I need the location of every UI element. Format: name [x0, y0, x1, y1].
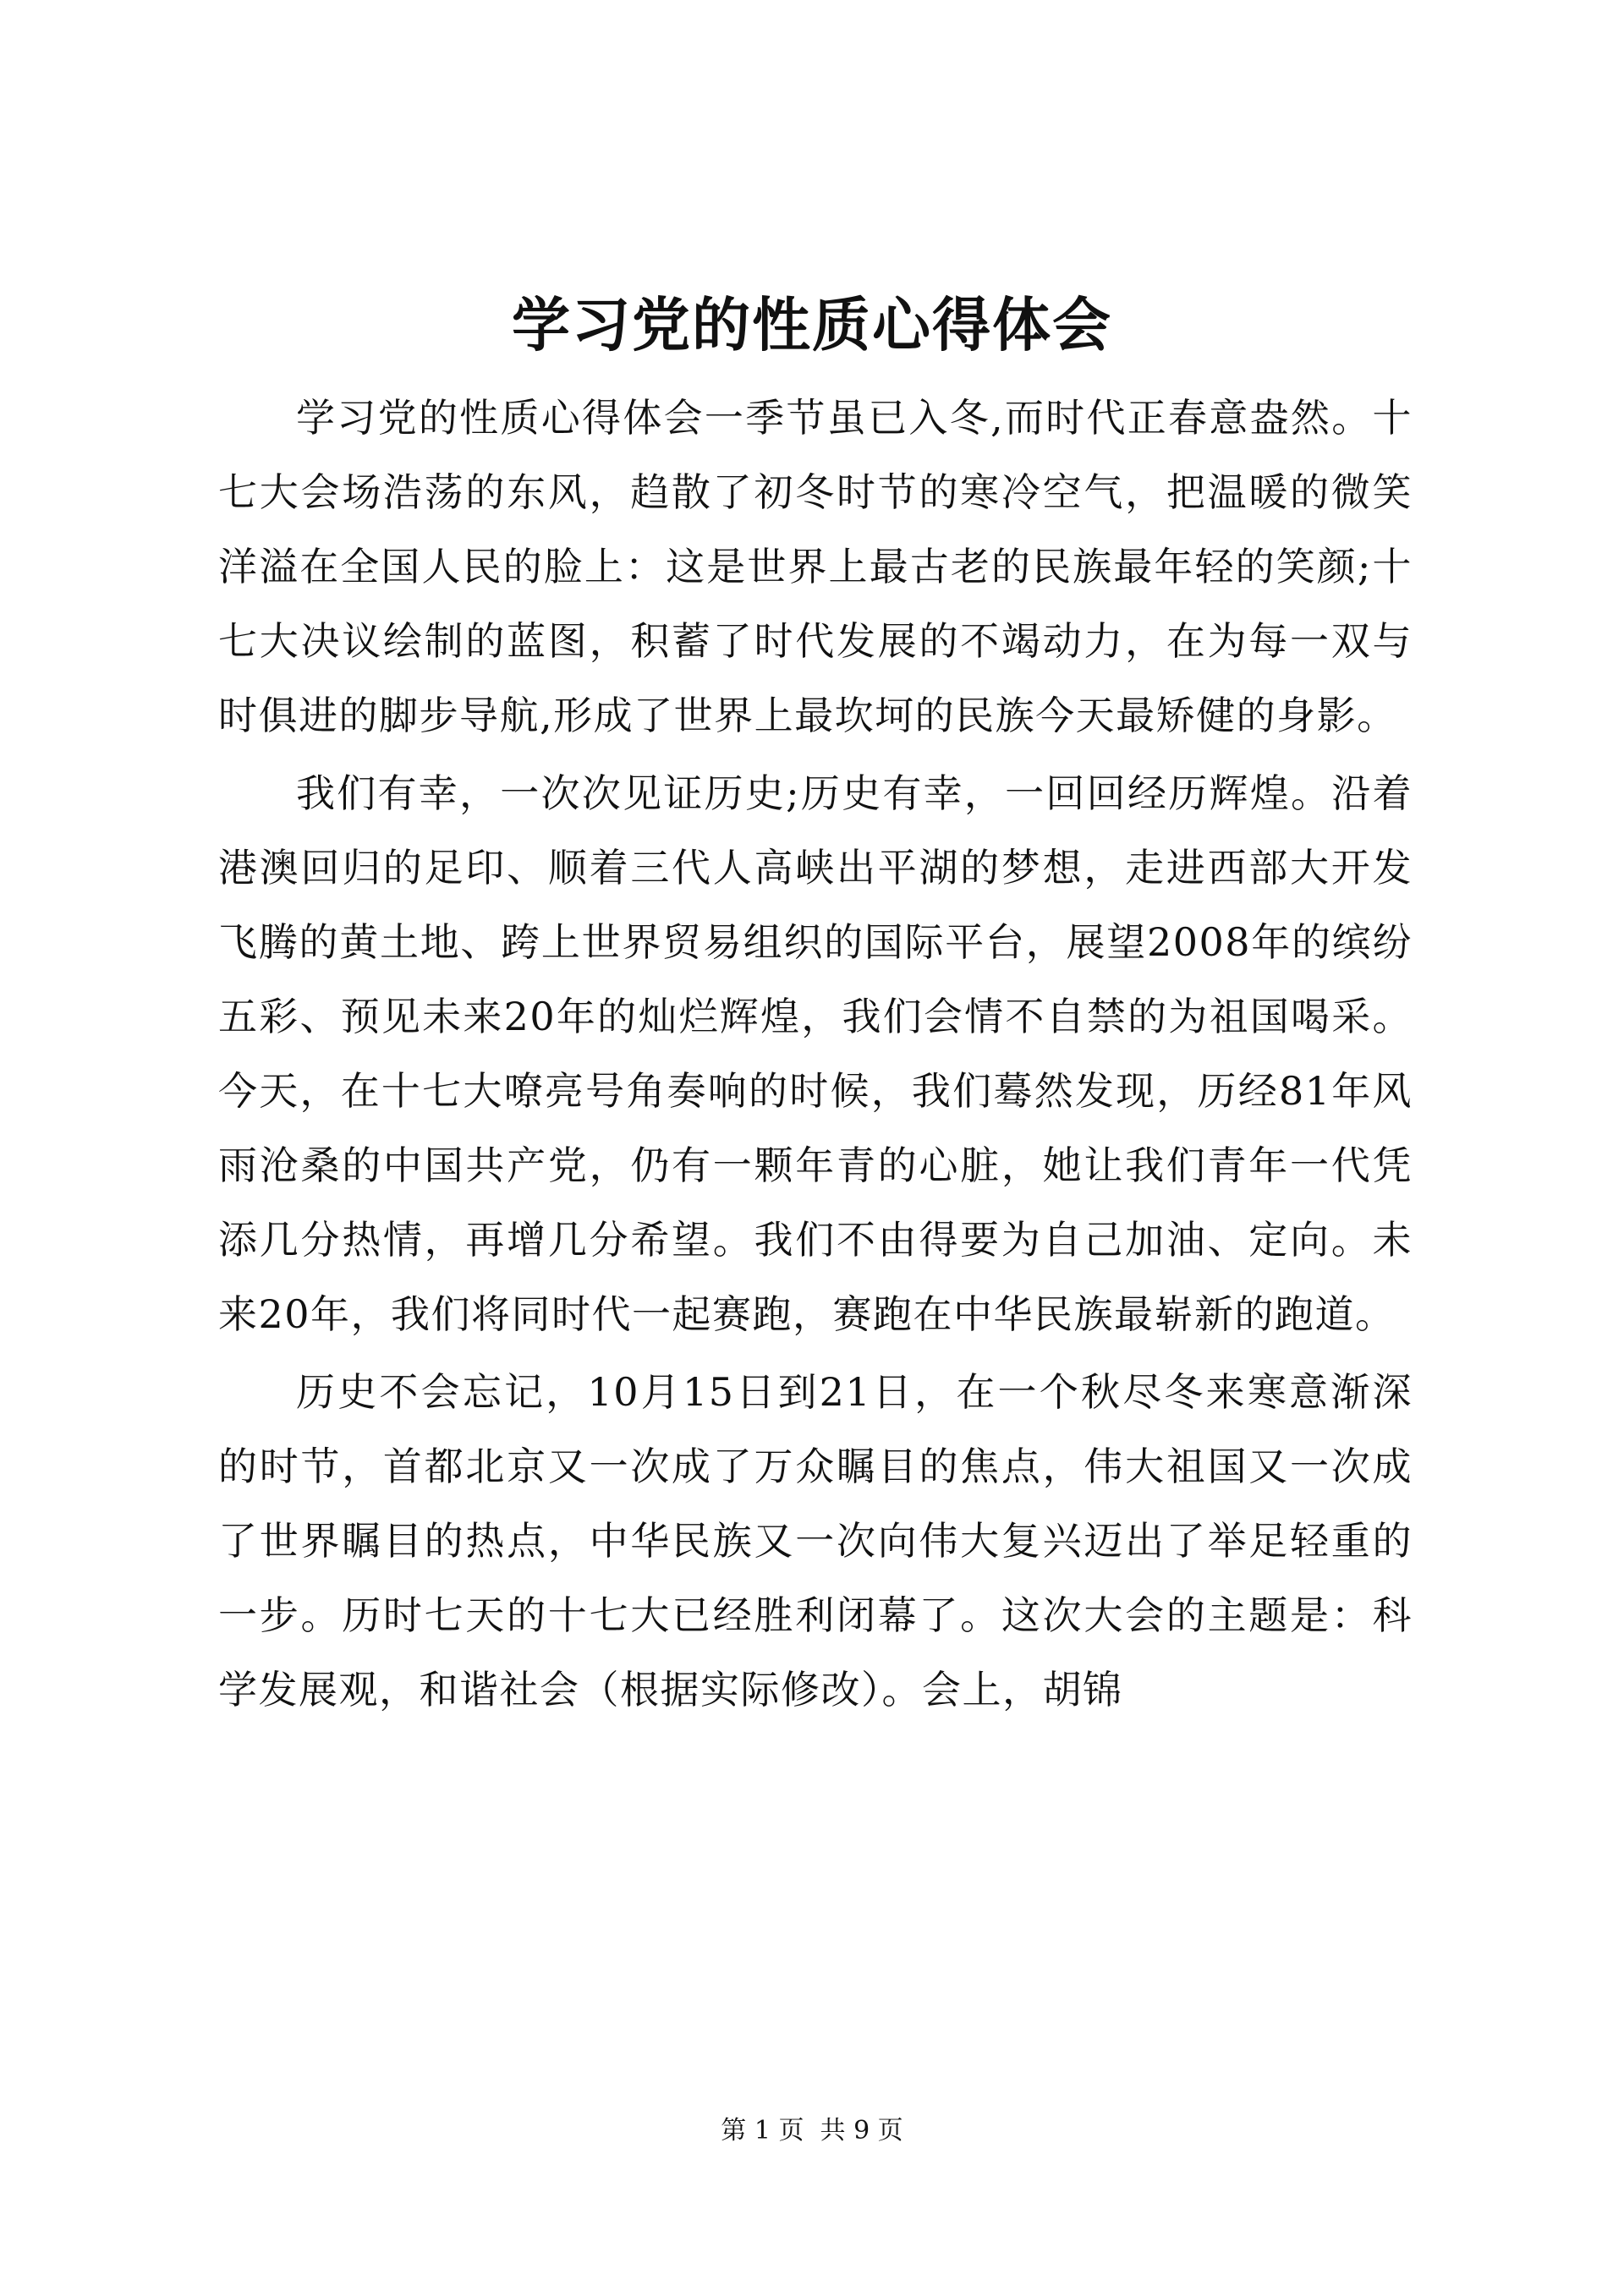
paragraph-2: 我们有幸，一次次见证历史;历史有幸，一回回经历辉煌。沿着港澳回归的足印、顺着三代人高峡出平湖的梦想，走进西部大开发飞腾的黄土地、跨上世界贸易组织的国际平台，展望2008年的缤纷五彩、预见未来20年的灿烂辉煌，我们会情不自禁的为祖国喝采。今天，在十七大嘹亮号角奏响的时候，我们蓦然发现，历经81年风雨沧桑的中国共产党，仍有一颗年青的心脏，她让我们青年一代凭添几分热情，再增几分希望。我们不由得要为自己加油、定向。未来20年，我们将同时代一起赛跑，赛跑在中华民族最崭新的跑道。	[218, 770, 1413, 1337]
page-footer	[0, 2114, 1624, 2148]
paragraph-1: 学习党的性质心得体会一季节虽已入冬,而时代正春意盎然。十七大会场浩荡的东风，趋散了初冬时节的寒冷空气，把温暖的微笑洋溢在全国人民的脸上：这是世界上最古老的民族最年轻的笑颜;十七大决议绘制的蓝图，积蓄了时代发展的不竭动力，在为每一双与时俱进的脚步导航,形成了世界上最坎坷的民族今天最矫健的身影。	[218, 395, 1413, 738]
document-body	[218, 381, 1413, 1727]
document-title: 学习党的性质心得体会	[512, 291, 1112, 359]
page-number-label: 第 1 页 共 9 页	[721, 2116, 903, 2145]
paragraph-3: 历史不会忘记，10月15日到21日，在一个秋尽冬来寒意渐深的时节，首都北京又一次成了万众瞩目的焦点，伟大祖国又一次成了世界瞩目的热点，中华民族又一次向伟大复兴迈出了举足轻重的一步。历时七天的十七大已经胜利闭幕了。这次大会的主题是：科学发展观，和谐社会（根据实际修改）。会上，胡锦	[218, 1369, 1413, 1712]
